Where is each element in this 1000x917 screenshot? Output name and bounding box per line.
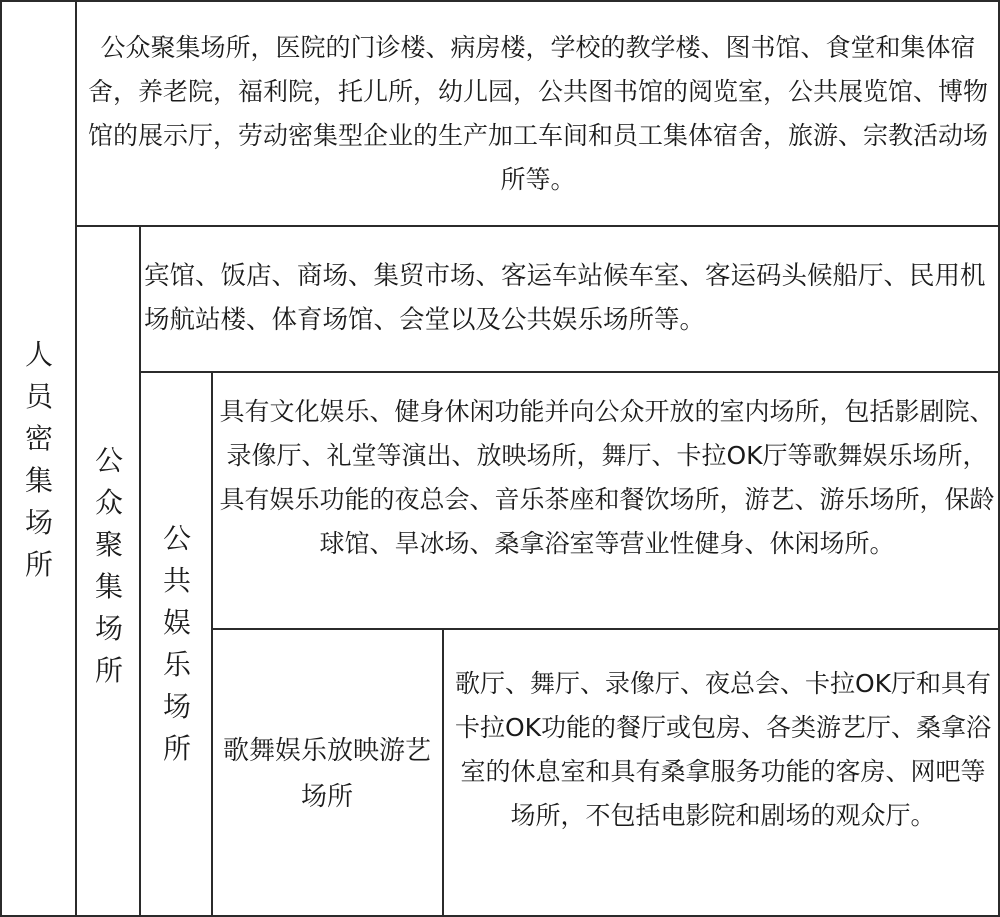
public-gathering-description: 公众聚集场所，医院的门诊楼、病房楼，学校的教学楼、图书馆、食堂和集体宿舍，养老院，福利院，托儿所，幼儿园，公共图书馆的阅览室，公共展览馆、博物馆的展示厅，劳动密集型企业的生产加工车间和员工集体宿舍，旅游、宗教活动场所等。 bbox=[88, 33, 989, 194]
label-char: 场 bbox=[24, 506, 53, 539]
label-char: 密 bbox=[24, 422, 53, 455]
label-char: 所 bbox=[162, 732, 191, 765]
label-char: 公 bbox=[94, 444, 123, 477]
label-char: 众 bbox=[94, 486, 123, 519]
label-char: 乐 bbox=[162, 648, 191, 681]
divider-col-2 bbox=[139, 225, 141, 917]
divider-row-1 bbox=[75, 225, 1000, 227]
divider-col-1 bbox=[75, 0, 77, 917]
label-char: 集 bbox=[94, 570, 123, 603]
label-char: 场 bbox=[162, 690, 191, 723]
song-dance-venue-label: 歌舞娱乐放映游艺场所 bbox=[222, 736, 431, 812]
song-dance-venue-description: 歌厅、舞厅、录像厅、夜总会、卡拉OK厅和具有卡拉OK功能的餐厅或包房、各类游艺厅、桑拿浴室的休息室和具有桑拿服务功能的客房、网吧等场所，不包括电影院和剧场的观众厅。 bbox=[454, 669, 992, 830]
label-char: 所 bbox=[24, 548, 53, 581]
label-char: 所 bbox=[94, 654, 123, 687]
divider-col-4 bbox=[442, 628, 444, 917]
label-char: 共 bbox=[162, 564, 191, 597]
label-char: 公 bbox=[162, 522, 191, 555]
border-top bbox=[0, 0, 1000, 2]
border-left bbox=[0, 0, 2, 917]
hotels-markets-description: 宾馆、饭店、商场、集贸市场、客运车站候车室、客运码头候船厅、民用机场航站楼、体育场馆、会堂以及公共娱乐场所等。 bbox=[144, 261, 986, 335]
label-char: 聚 bbox=[94, 528, 123, 561]
label-char: 场 bbox=[94, 612, 123, 645]
label-public-gathering-places bbox=[92, 440, 126, 692]
entertainment-description: 具有文化娱乐、健身休闲功能并向公众开放的室内场所，包括影剧院、录像厅、礼堂等演出、放映场所，舞厅、卡拉OK厅等歌舞娱乐场所，具有娱乐功能的夜总会、音乐茶座和餐饮场所，游艺、游乐场所，保龄球馆、旱冰场、桑拿浴室等营业性健身、休闲场所。 bbox=[219, 397, 995, 558]
label-char: 人 bbox=[24, 338, 53, 371]
label-char: 娱 bbox=[162, 606, 191, 639]
divider-row-2 bbox=[139, 371, 1000, 373]
label-public-entertainment-places bbox=[158, 518, 196, 770]
label-dense-personnel-places bbox=[22, 334, 56, 586]
divider-row-3 bbox=[211, 628, 1000, 630]
label-char: 集 bbox=[24, 464, 53, 497]
divider-col-3 bbox=[211, 371, 213, 917]
label-char: 员 bbox=[24, 380, 53, 413]
